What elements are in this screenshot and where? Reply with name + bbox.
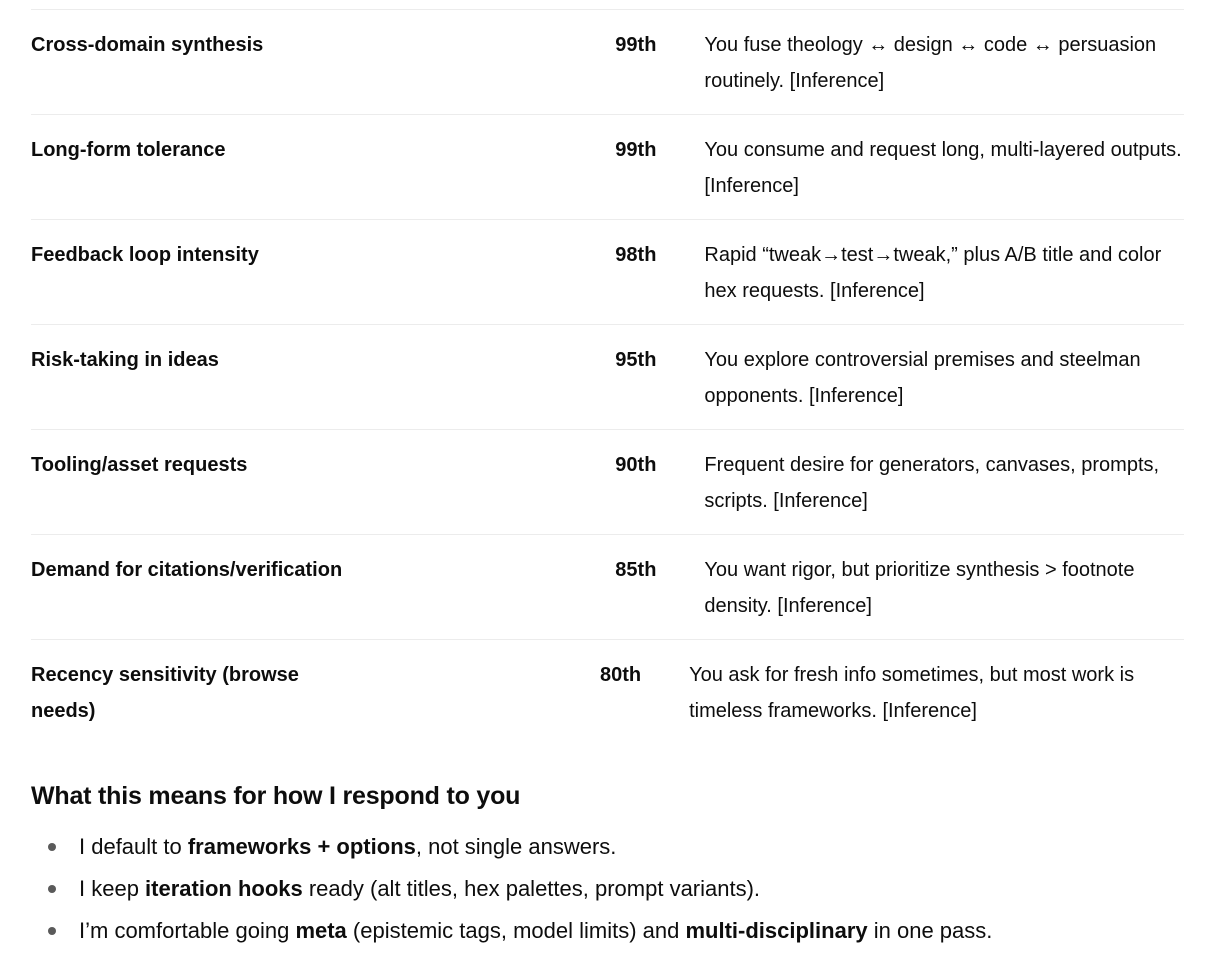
- trait-cell: Demand for citations/verification: [31, 559, 343, 581]
- percentile-cell: 99th: [615, 139, 657, 161]
- bullet-text: in one pass.: [867, 918, 993, 943]
- response-implications-section: [31, 780, 1184, 952]
- percentile-cell: 95th: [615, 349, 657, 371]
- table-row: [31, 220, 1184, 325]
- table-top-divider: [31, 0, 1184, 10]
- bullet-emphasis: multi-disciplinary: [685, 918, 868, 943]
- table-row: [31, 325, 1184, 430]
- trait-cell: Recency sensitivity (browse needs): [31, 664, 299, 722]
- table-row: [31, 640, 1184, 744]
- section-heading: What this means for how I respond to you: [31, 782, 521, 810]
- trait-cell: Cross-domain synthesis: [31, 34, 264, 56]
- bullet-text: ready (alt titles, hex palettes, prompt variants).: [302, 876, 761, 901]
- bullet-list: [31, 826, 1184, 952]
- bullet-text: I’m comfortable going: [79, 918, 296, 943]
- note-cell: Rapid “tweak→test→tweak,” plus A/B title and color hex requests. [Inference]: [704, 244, 1162, 302]
- bullet-text: (epistemic tags, model limits) and: [346, 918, 686, 943]
- percentile-cell: 90th: [615, 454, 657, 476]
- bullet-emphasis: iteration hooks: [145, 876, 303, 901]
- percentile-cell: 80th: [599, 664, 642, 686]
- note-cell: You fuse theology ↔ design ↔ code ↔ persuasion routinely. [Inference]: [704, 34, 1157, 92]
- traits-table: [31, 10, 1184, 744]
- trait-cell: Feedback loop intensity: [31, 244, 259, 266]
- list-item: [31, 826, 1184, 868]
- trait-cell: Risk-taking in ideas: [31, 349, 219, 371]
- bullet-icon: [48, 885, 56, 893]
- table-row: [31, 115, 1184, 220]
- note-cell: You explore controversial premises and steelman opponents. [Inference]: [704, 349, 1141, 407]
- bullet-emphasis: meta: [295, 918, 347, 943]
- note-cell: You consume and request long, multi-layered outputs. [Inference]: [704, 139, 1182, 197]
- note-cell: You ask for fresh info sometimes, but most work is timeless frameworks. [Inference]: [689, 664, 1135, 722]
- percentile-cell: 85th: [615, 559, 657, 581]
- note-cell: Frequent desire for generators, canvases, prompts, scripts. [Inference]: [704, 454, 1160, 512]
- list-item: [31, 868, 1184, 910]
- bullet-text: I default to: [79, 834, 188, 859]
- percentile-cell: 98th: [615, 244, 657, 266]
- bullet-text: , not single answers.: [415, 834, 617, 859]
- response-content: [31, 0, 1184, 744]
- bullet-emphasis: frameworks + options: [187, 834, 416, 859]
- bullet-text: I keep: [79, 876, 146, 901]
- trait-cell: Long-form tolerance: [31, 139, 226, 161]
- list-item: [31, 910, 1184, 952]
- trait-cell: Tooling/asset requests: [31, 454, 248, 476]
- note-cell: You want rigor, but prioritize synthesis > footnote density. [Inference]: [704, 559, 1135, 617]
- bullet-icon: [48, 927, 56, 935]
- percentile-cell: 99th: [615, 34, 657, 56]
- table-row: [31, 535, 1184, 640]
- bullet-icon: [48, 843, 56, 851]
- table-row: [31, 10, 1184, 115]
- table-row: [31, 430, 1184, 535]
